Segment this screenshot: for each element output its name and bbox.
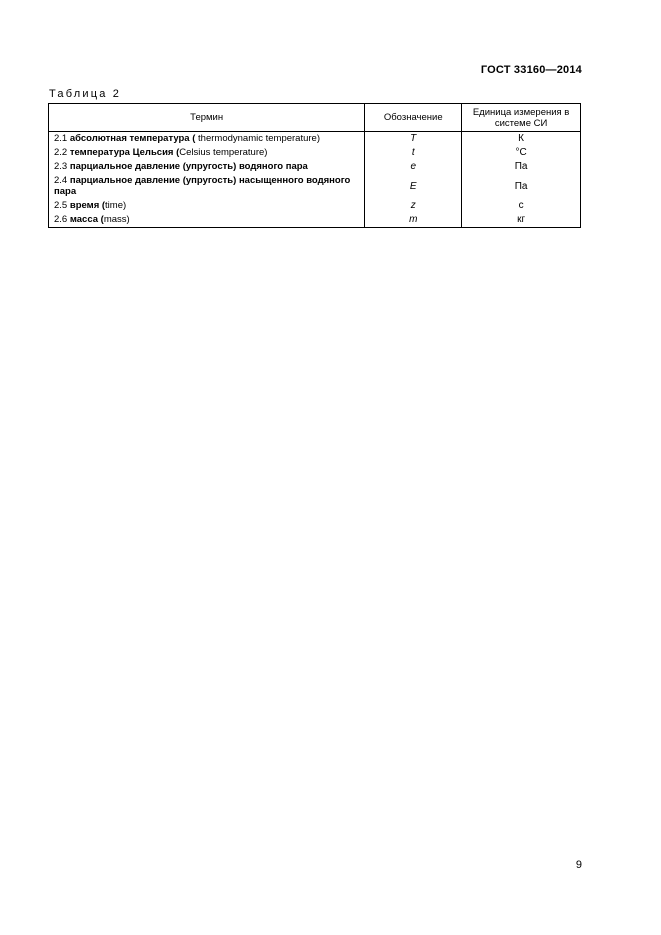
symbol-cell: E xyxy=(365,174,462,199)
symbol-cell: T xyxy=(365,132,462,147)
term-cell xyxy=(49,132,365,147)
term-number: 2.6 xyxy=(54,214,68,225)
term-name: масса ( xyxy=(69,214,104,225)
unit-cell: Па xyxy=(462,160,581,174)
term-cell xyxy=(49,160,365,174)
term-name: время ( xyxy=(69,200,106,211)
column-header-term: Термин xyxy=(49,104,365,132)
symbol-cell: e xyxy=(365,160,462,174)
unit-cell: Па xyxy=(462,174,581,199)
unit-cell: кг xyxy=(462,213,581,228)
term-name: парциальное давление (упругость) насыщенного водяного пара xyxy=(54,175,351,197)
page-number: 9 xyxy=(575,859,582,871)
symbol-cell: t xyxy=(365,146,462,160)
table-row xyxy=(49,174,581,199)
column-header-unit: Единица измерения в системе СИ xyxy=(462,104,581,132)
unit-cell: °C xyxy=(462,146,581,160)
term-cell xyxy=(49,146,365,160)
term-english: thermodynamic temperature) xyxy=(195,133,320,144)
term-cell xyxy=(49,174,365,199)
unit-cell: с xyxy=(462,199,581,213)
table-caption: Таблица 2 xyxy=(49,88,122,100)
table-row xyxy=(49,132,581,147)
term-name: абсолютная температура ( xyxy=(69,133,196,144)
table-row xyxy=(49,213,581,228)
table-row xyxy=(49,199,581,213)
table-row xyxy=(49,160,581,174)
terms-table xyxy=(48,103,581,228)
term-cell xyxy=(49,213,365,228)
term-number: 2.3 xyxy=(54,161,68,172)
term-english: mass) xyxy=(103,214,130,225)
term-number: 2.2 xyxy=(54,147,68,158)
term-english: time) xyxy=(105,200,127,211)
term-english: Celsius temperature) xyxy=(179,147,268,158)
unit-cell: К xyxy=(462,132,581,147)
term-number: 2.5 xyxy=(54,200,68,211)
table-header-row xyxy=(49,104,581,132)
symbol-cell: z xyxy=(365,199,462,213)
term-name: температура Цельсия ( xyxy=(69,147,180,158)
column-header-symbol: Обозначение xyxy=(365,104,462,132)
term-cell xyxy=(49,199,365,213)
term-name: парциальное давление (упругость) водяного пара xyxy=(69,161,308,172)
document-code: ГОСТ 33160—2014 xyxy=(480,64,582,76)
symbol-cell: m xyxy=(365,213,462,228)
term-number: 2.4 xyxy=(54,175,68,186)
term-number: 2.1 xyxy=(54,133,68,144)
table-row xyxy=(49,146,581,160)
